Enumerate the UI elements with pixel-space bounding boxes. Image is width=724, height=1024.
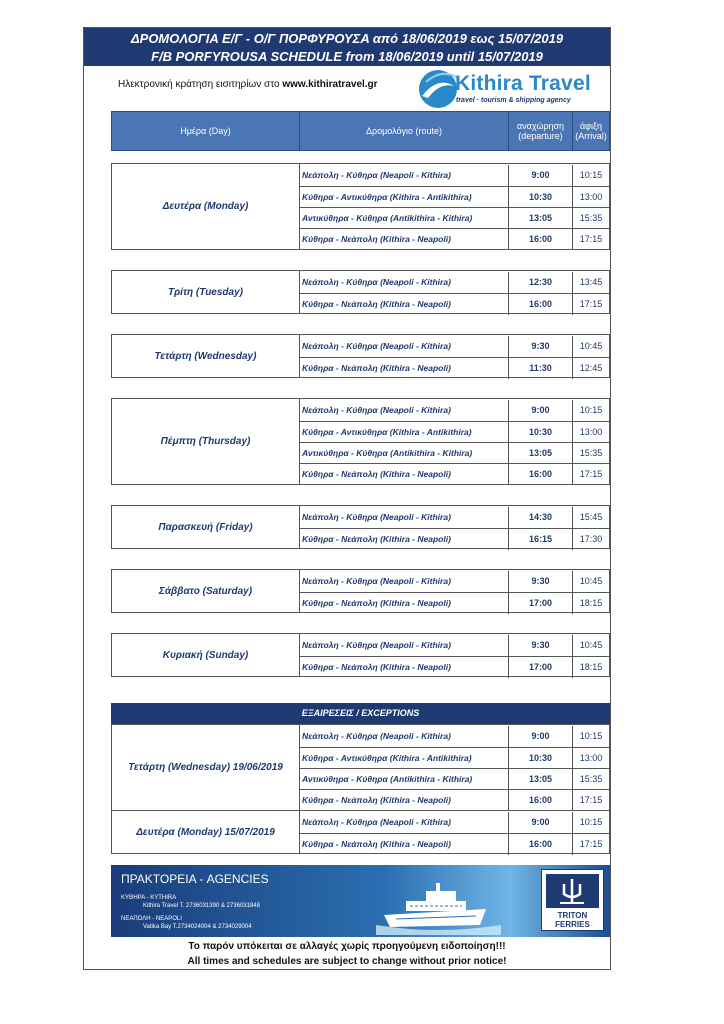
arrival-cell: 10:15 <box>579 405 603 415</box>
route-cell: Νεάπολη - Κύθηρα (Neapoli - Kithira) <box>300 165 509 186</box>
table-row <box>300 507 609 528</box>
day-label: Τρίτη (Tuesday) <box>112 271 300 313</box>
route-cell: Αντικύθηρα - Κύθηρα (Antikithira - Kithira) <box>300 443 509 464</box>
arrival-cell: 17:15 <box>579 795 603 805</box>
arrival-cell: 15:35 <box>579 774 603 784</box>
title-greek: ΔΡΟΜΟΛΟΓΙΑ Ε/Γ - Ο/Γ ΠΟΡΦΥΡΟΥΣΑ από 18/06/2019 εως 15/07/2019 <box>130 31 564 46</box>
route-cell: Κύθηρα - Αντικύθηρα (Kithira - Antikithira) <box>300 187 509 208</box>
table-row <box>300 228 609 249</box>
departure-cell: 13:05 <box>509 208 573 229</box>
table-row <box>300 186 609 207</box>
arrival-cell: 18:15 <box>579 662 603 672</box>
route-cell: Κύθηρα - Νεάπολη (Kithira - Neapoli) <box>300 358 509 379</box>
logo-tagline: travel · tourism & shipping agency <box>456 97 571 104</box>
kithira-label: ΚΥΘΗΡΑ - KYTHIRA <box>121 895 177 901</box>
arrival-cell: 10:15 <box>579 170 603 180</box>
departure-cell: 14:30 <box>509 507 573 528</box>
arrival-cell: 13:00 <box>579 427 603 437</box>
departure-cell: 11:30 <box>509 358 573 379</box>
table-row <box>300 726 609 747</box>
day-group-friday <box>111 505 610 549</box>
route-cell: Αντικύθηρα - Κύθηρα (Antikithira - Kithira) <box>300 208 509 229</box>
route-cell: Κύθηρα - Αντικύθηρα (Kithira - Antikithira) <box>300 422 509 443</box>
table-row <box>300 272 609 293</box>
departure-cell: 9:30 <box>509 336 573 357</box>
day-label: Τετάρτη (Wednesday) <box>112 335 300 377</box>
arrival-cell: 17:15 <box>579 299 603 309</box>
table-row <box>300 207 609 228</box>
header-day: Ημέρα (Day) <box>111 111 300 151</box>
arrival-cell: 15:45 <box>579 512 603 522</box>
route-cell: Νεάπολη - Κύθηρα (Neapoli - Kithira) <box>300 812 509 833</box>
table-row <box>300 463 609 484</box>
route-cell: Κύθηρα - Νεάπολη (Kithira - Neapoli) <box>300 593 509 614</box>
table-row <box>300 357 609 378</box>
table-row <box>300 812 609 833</box>
departure-cell: 16:00 <box>509 790 573 811</box>
triton-crest-icon <box>546 874 599 908</box>
arrival-cell: 10:45 <box>579 640 603 650</box>
exception-group-monday <box>111 810 610 854</box>
route-cell: Κύθηρα - Νεάπολη (Kithira - Neapoli) <box>300 657 509 678</box>
triton-line1: TRITON <box>557 911 588 920</box>
departure-cell: 16:00 <box>509 294 573 315</box>
route-cell: Νεάπολη - Κύθηρα (Neapoli - Kithira) <box>300 336 509 357</box>
table-row <box>300 442 609 463</box>
day-group-wednesday <box>111 334 610 378</box>
route-cell: Κύθηρα - Νεάπολη (Kithira - Neapoli) <box>300 464 509 485</box>
table-row <box>300 747 609 768</box>
route-cell: Κύθηρα - Αντικύθηρα (Kithira - Antikithira) <box>300 748 509 769</box>
route-cell: Νεάπολη - Κύθηρα (Neapoli - Kithira) <box>300 400 509 421</box>
arrival-cell: 10:15 <box>579 731 603 741</box>
day-label: Σάββατο (Saturday) <box>112 570 300 612</box>
departure-cell: 16:00 <box>509 464 573 485</box>
table-row <box>300 528 609 549</box>
header-arrival: άφιξη (Arrival) <box>572 111 610 151</box>
title-english: F/B PORFYROUSA SCHEDULE from 18/06/2019 until 15/07/2019 <box>151 49 543 64</box>
exception-group-wednesday <box>111 724 610 811</box>
arrival-cell: 10:45 <box>579 341 603 351</box>
departure-cell: 10:30 <box>509 748 573 769</box>
table-row <box>300 293 609 314</box>
ferry-icon <box>376 879 501 935</box>
arrival-cell: 12:45 <box>579 363 603 373</box>
day-label: Δευτέρα (Monday) <box>112 164 300 249</box>
booking-url[interactable]: www.kithiratravel.gr <box>282 79 378 90</box>
agencies-title: ΠΡΑΚΤΟΡΕΙΑ - AGENCIES <box>121 872 269 886</box>
route-cell: Κύθηρα - Νεάπολη (Kithira - Neapoli) <box>300 790 509 811</box>
table-row <box>300 400 609 421</box>
day-label: Παρασκευή (Friday) <box>112 506 300 548</box>
table-row <box>300 635 609 656</box>
day-group-thursday <box>111 398 610 485</box>
arrival-cell: 13:00 <box>579 192 603 202</box>
exceptions-header: ΕΞΑΙΡΕΣΕΙΣ / EXCEPTIONS <box>111 703 610 724</box>
departure-cell: 13:05 <box>509 769 573 790</box>
title-banner <box>84 28 610 66</box>
departure-cell: 9:00 <box>509 726 573 747</box>
day-group-monday <box>111 163 610 250</box>
table-row <box>300 833 609 854</box>
departure-cell: 10:30 <box>509 422 573 443</box>
table-row <box>300 336 609 357</box>
table-row <box>300 656 609 677</box>
kithira-details: Kithira Travel T. 2736031390 & 2736031848 <box>143 903 260 909</box>
route-cell: Αντικύθηρα - Κύθηρα (Antikithira - Kithira) <box>300 769 509 790</box>
notice-english: All times and schedules are subject to change without prior notice! <box>187 956 507 967</box>
departure-cell: 17:00 <box>509 593 573 614</box>
route-cell: Κύθηρα - Νεάπολη (Kithira - Neapoli) <box>300 294 509 315</box>
booking-line <box>118 79 378 90</box>
arrival-cell: 17:15 <box>579 839 603 849</box>
neapoli-label: ΝΕΑΠΟΛΗ - NEAPOLI <box>121 916 182 922</box>
agencies-banner <box>111 865 610 937</box>
departure-cell: 10:30 <box>509 187 573 208</box>
route-cell: Κύθηρα - Νεάπολη (Kithira - Neapoli) <box>300 529 509 550</box>
departure-cell: 12:30 <box>509 272 573 293</box>
table-row <box>300 571 609 592</box>
header-route: Δρομολόγιο (route) <box>299 111 509 151</box>
route-cell: Κύθηρα - Νεάπολη (Kithira - Neapoli) <box>300 834 509 855</box>
arrival-cell: 13:45 <box>579 277 603 287</box>
triton-ferries-logo <box>541 869 604 931</box>
arrival-cell: 17:15 <box>579 469 603 479</box>
table-row <box>300 768 609 789</box>
table-row <box>300 165 609 186</box>
departure-cell: 9:00 <box>509 812 573 833</box>
departure-cell: 9:00 <box>509 165 573 186</box>
notice-greek: Το παρόν υπόκειται σε αλλαγές χωρίς προηγούμενη ειδοποίηση!!! <box>188 941 506 952</box>
triton-line2: FERRIES <box>555 920 590 929</box>
departure-cell: 13:05 <box>509 443 573 464</box>
departure-cell: 16:00 <box>509 834 573 855</box>
day-group-sunday <box>111 633 610 677</box>
arrival-cell: 17:30 <box>579 534 603 544</box>
arrival-cell: 10:45 <box>579 576 603 586</box>
table-row <box>300 421 609 442</box>
route-cell: Κύθηρα - Νεάπολη (Kithira - Neapoli) <box>300 229 509 250</box>
route-cell: Νεάπολη - Κύθηρα (Neapoli - Kithira) <box>300 571 509 592</box>
day-group-tuesday <box>111 270 610 314</box>
arrival-cell: 18:15 <box>579 598 603 608</box>
table-row <box>300 789 609 810</box>
route-cell: Νεάπολη - Κύθηρα (Neapoli - Kithira) <box>300 272 509 293</box>
arrival-cell: 10:15 <box>579 817 603 827</box>
day-group-saturday <box>111 569 610 613</box>
day-label: Τετάρτη (Wednesday) 19/06/2019 <box>112 725 300 810</box>
arrival-cell: 17:15 <box>579 234 603 244</box>
header-departure: αναχώρηση (departure) <box>508 111 573 151</box>
departure-cell: 16:15 <box>509 529 573 550</box>
logo-name: Kithira Travel <box>455 72 591 95</box>
departure-cell: 17:00 <box>509 657 573 678</box>
table-row <box>300 592 609 613</box>
departure-cell: 16:00 <box>509 229 573 250</box>
arrival-cell: 13:00 <box>579 753 603 763</box>
departure-cell: 9:30 <box>509 571 573 592</box>
neapoli-details: Vatika Bay T.2734024004 & 2734029004 <box>143 924 252 930</box>
booking-text: Ηλεκτρονική κράτηση εισιτηρίων στο <box>118 79 280 90</box>
arrival-cell: 15:35 <box>579 213 603 223</box>
departure-cell: 9:30 <box>509 635 573 656</box>
route-cell: Νεάπολη - Κύθηρα (Neapoli - Kithira) <box>300 726 509 747</box>
route-cell: Νεάπολη - Κύθηρα (Neapoli - Kithira) <box>300 635 509 656</box>
route-cell: Νεάπολη - Κύθηρα (Neapoli - Kithira) <box>300 507 509 528</box>
day-label: Κυριακή (Sunday) <box>112 634 300 676</box>
arrival-cell: 15:35 <box>579 448 603 458</box>
departure-cell: 9:00 <box>509 400 573 421</box>
day-label: Δευτέρα (Monday) 15/07/2019 <box>112 811 300 853</box>
day-label: Πέμπτη (Thursday) <box>112 399 300 484</box>
